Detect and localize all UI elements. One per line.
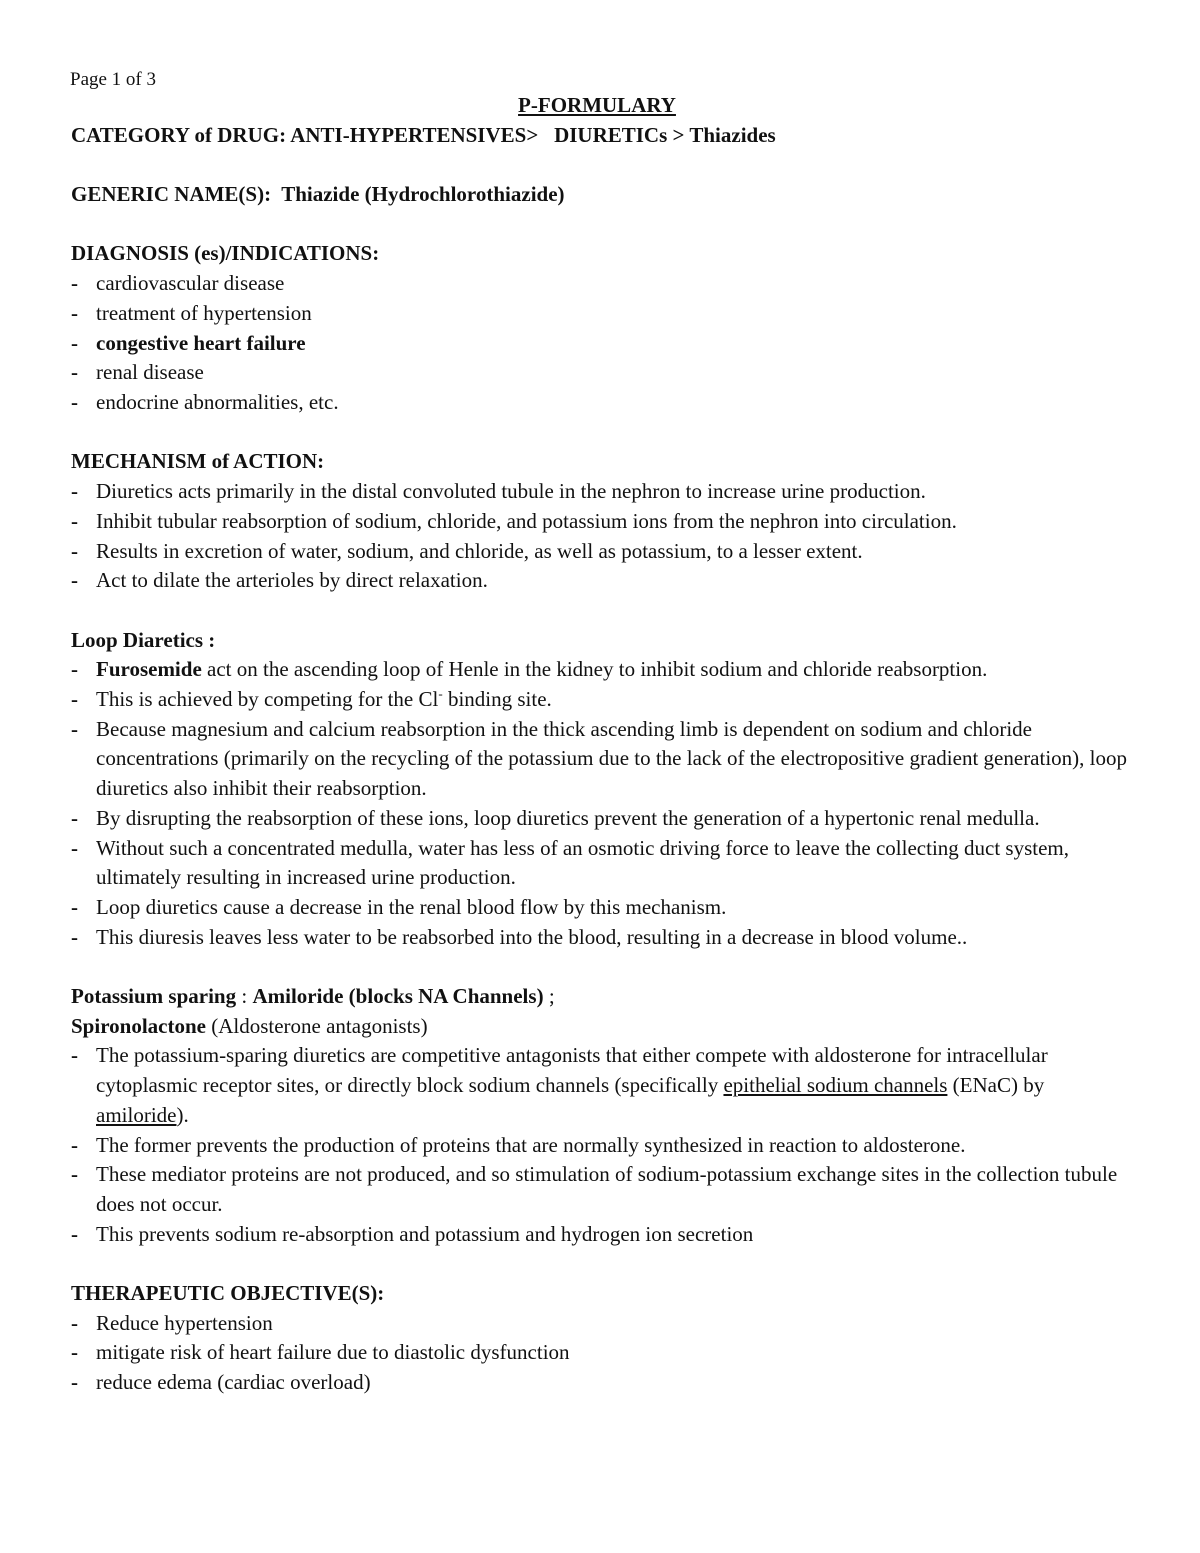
list-item: - Because magnesium and calcium reabsorption in the thick ascending limb is dependent on sodium and chloride concentrations (primarily on the recycling of the potassium due to the lack of the electropositive gradient generation), loop diuretics also inhibit their reabsorption. bbox=[71, 715, 1131, 804]
furosemide-text: act on the ascending loop of Henle in the kidney to inhibit sodium and chloride reabsorption. bbox=[201, 657, 988, 682]
document-body bbox=[71, 91, 1131, 1398]
chloride-text: This is achieved by competing for the Cl bbox=[96, 687, 439, 711]
generic-name-line bbox=[71, 180, 1131, 210]
list-item: - endocrine abnormalities, etc. bbox=[71, 388, 1131, 418]
list-item: - This diuresis leaves less water to be reabsorbed into the blood, resulting in a decrease in blood volume.. bbox=[71, 923, 1131, 953]
list-item: - treatment of hypertension bbox=[71, 299, 1131, 329]
category-leaf: Thiazides bbox=[689, 122, 776, 147]
chloride-charge: - bbox=[438, 686, 443, 701]
item-text: The potassium-sparing diuretics are competitive antagonists that either compete with aldosterone for intracellular cytoplasmic receptor sites, or directly block sodium channels (specifically bbox=[96, 1043, 1048, 1098]
list-item bbox=[71, 655, 1131, 685]
category-sub: DIURETICs > bbox=[554, 122, 685, 147]
category-label: CATEGORY of DRUG: bbox=[71, 122, 287, 147]
list-item bbox=[71, 1041, 1131, 1130]
list-item: - The former prevents the production of proteins that are normally synthesized in reaction to aldosterone. bbox=[71, 1131, 1131, 1161]
list-item: - Inhibit tubular reabsorption of sodium, chloride, and potassium ions from the nephron into circulation. bbox=[71, 507, 1131, 537]
list-item: - Diuretics acts primarily in the distal convoluted tubule in the nephron to increase urine production. bbox=[71, 477, 1131, 507]
list-item: - Loop diuretics cause a decrease in the renal blood flow by this mechanism. bbox=[71, 893, 1131, 923]
objectives-heading: THERAPEUTIC OBJECTIVE(S): bbox=[71, 1281, 385, 1306]
list-item: - cardiovascular disease bbox=[71, 269, 1131, 299]
diagnosis-list bbox=[71, 269, 1131, 418]
heading-separator: : bbox=[236, 984, 253, 1009]
list-item: - Act to dilate the arterioles by direct relaxation. bbox=[71, 566, 1131, 596]
amiloride-link[interactable]: amiloride bbox=[96, 1102, 177, 1127]
item-text: ). bbox=[176, 1102, 189, 1127]
list-item: - renal disease bbox=[71, 358, 1131, 388]
objectives-list bbox=[71, 1309, 1131, 1398]
mechanism-heading: MECHANISM of ACTION: bbox=[71, 449, 325, 474]
spironolactone-line bbox=[71, 1012, 1131, 1042]
furosemide-term: Furosemide bbox=[96, 657, 202, 682]
generic-name-value: Thiazide (Hydrochlorothiazide) bbox=[281, 182, 565, 207]
amiloride-term: Amiloride (blocks NA Channels) bbox=[252, 984, 544, 1009]
mechanism-list bbox=[71, 477, 1131, 596]
binding-site-text: binding site. bbox=[442, 687, 552, 711]
list-item: - This prevents sodium re-absorption and potassium and hydrogen ion secretion bbox=[71, 1220, 1131, 1250]
item-text: (ENaC) by bbox=[947, 1073, 1045, 1098]
page-number: Page 1 of 3 bbox=[70, 69, 157, 90]
document-title: P-FORMULARY bbox=[518, 93, 676, 117]
potassium-sparing-heading bbox=[71, 982, 1131, 1012]
list-item: - Without such a concentrated medulla, water has less of an osmotic driving force to leave the collecting duct system, ultimately resulting in increased urine production. bbox=[71, 834, 1131, 893]
category-path: ANTI-HYPERTENSIVES> bbox=[290, 122, 539, 147]
category-line bbox=[71, 121, 1131, 151]
list-item: - Reduce hypertension bbox=[71, 1309, 1131, 1339]
list-item: - mitigate risk of heart failure due to diastolic dysfunction bbox=[71, 1338, 1131, 1368]
heading-semicolon: ; bbox=[543, 984, 555, 1009]
potassium-sparing-label: Potassium sparing bbox=[71, 984, 237, 1009]
list-item: - These mediator proteins are not produced, and so stimulation of sodium-potassium exchange sites in the collection tubule does not occur. bbox=[71, 1160, 1131, 1219]
list-item: - reduce edema (cardiac overload) bbox=[71, 1368, 1131, 1398]
spironolactone-term: Spironolactone bbox=[71, 1013, 206, 1038]
spironolactone-note: (Aldosterone antagonists) bbox=[205, 1013, 428, 1038]
list-item: - congestive heart failure bbox=[71, 329, 1131, 359]
list-item bbox=[71, 685, 1131, 715]
loop-diuretics-heading: Loop Diaretics : bbox=[71, 627, 216, 652]
loop-diuretics-list bbox=[71, 655, 1131, 952]
generic-name-label: GENERIC NAME(S): bbox=[71, 182, 272, 207]
list-item: - By disrupting the reabsorption of these ions, loop diuretics prevent the generation of a hypertonic renal medulla. bbox=[71, 804, 1131, 834]
potassium-sparing-list bbox=[71, 1041, 1131, 1249]
list-item: - Results in excretion of water, sodium, and chloride, as well as potassium, to a lesser extent. bbox=[71, 537, 1131, 567]
enac-link[interactable]: epithelial sodium channels bbox=[723, 1073, 948, 1098]
diagnosis-heading: DIAGNOSIS (es)/INDICATIONS: bbox=[71, 241, 380, 266]
